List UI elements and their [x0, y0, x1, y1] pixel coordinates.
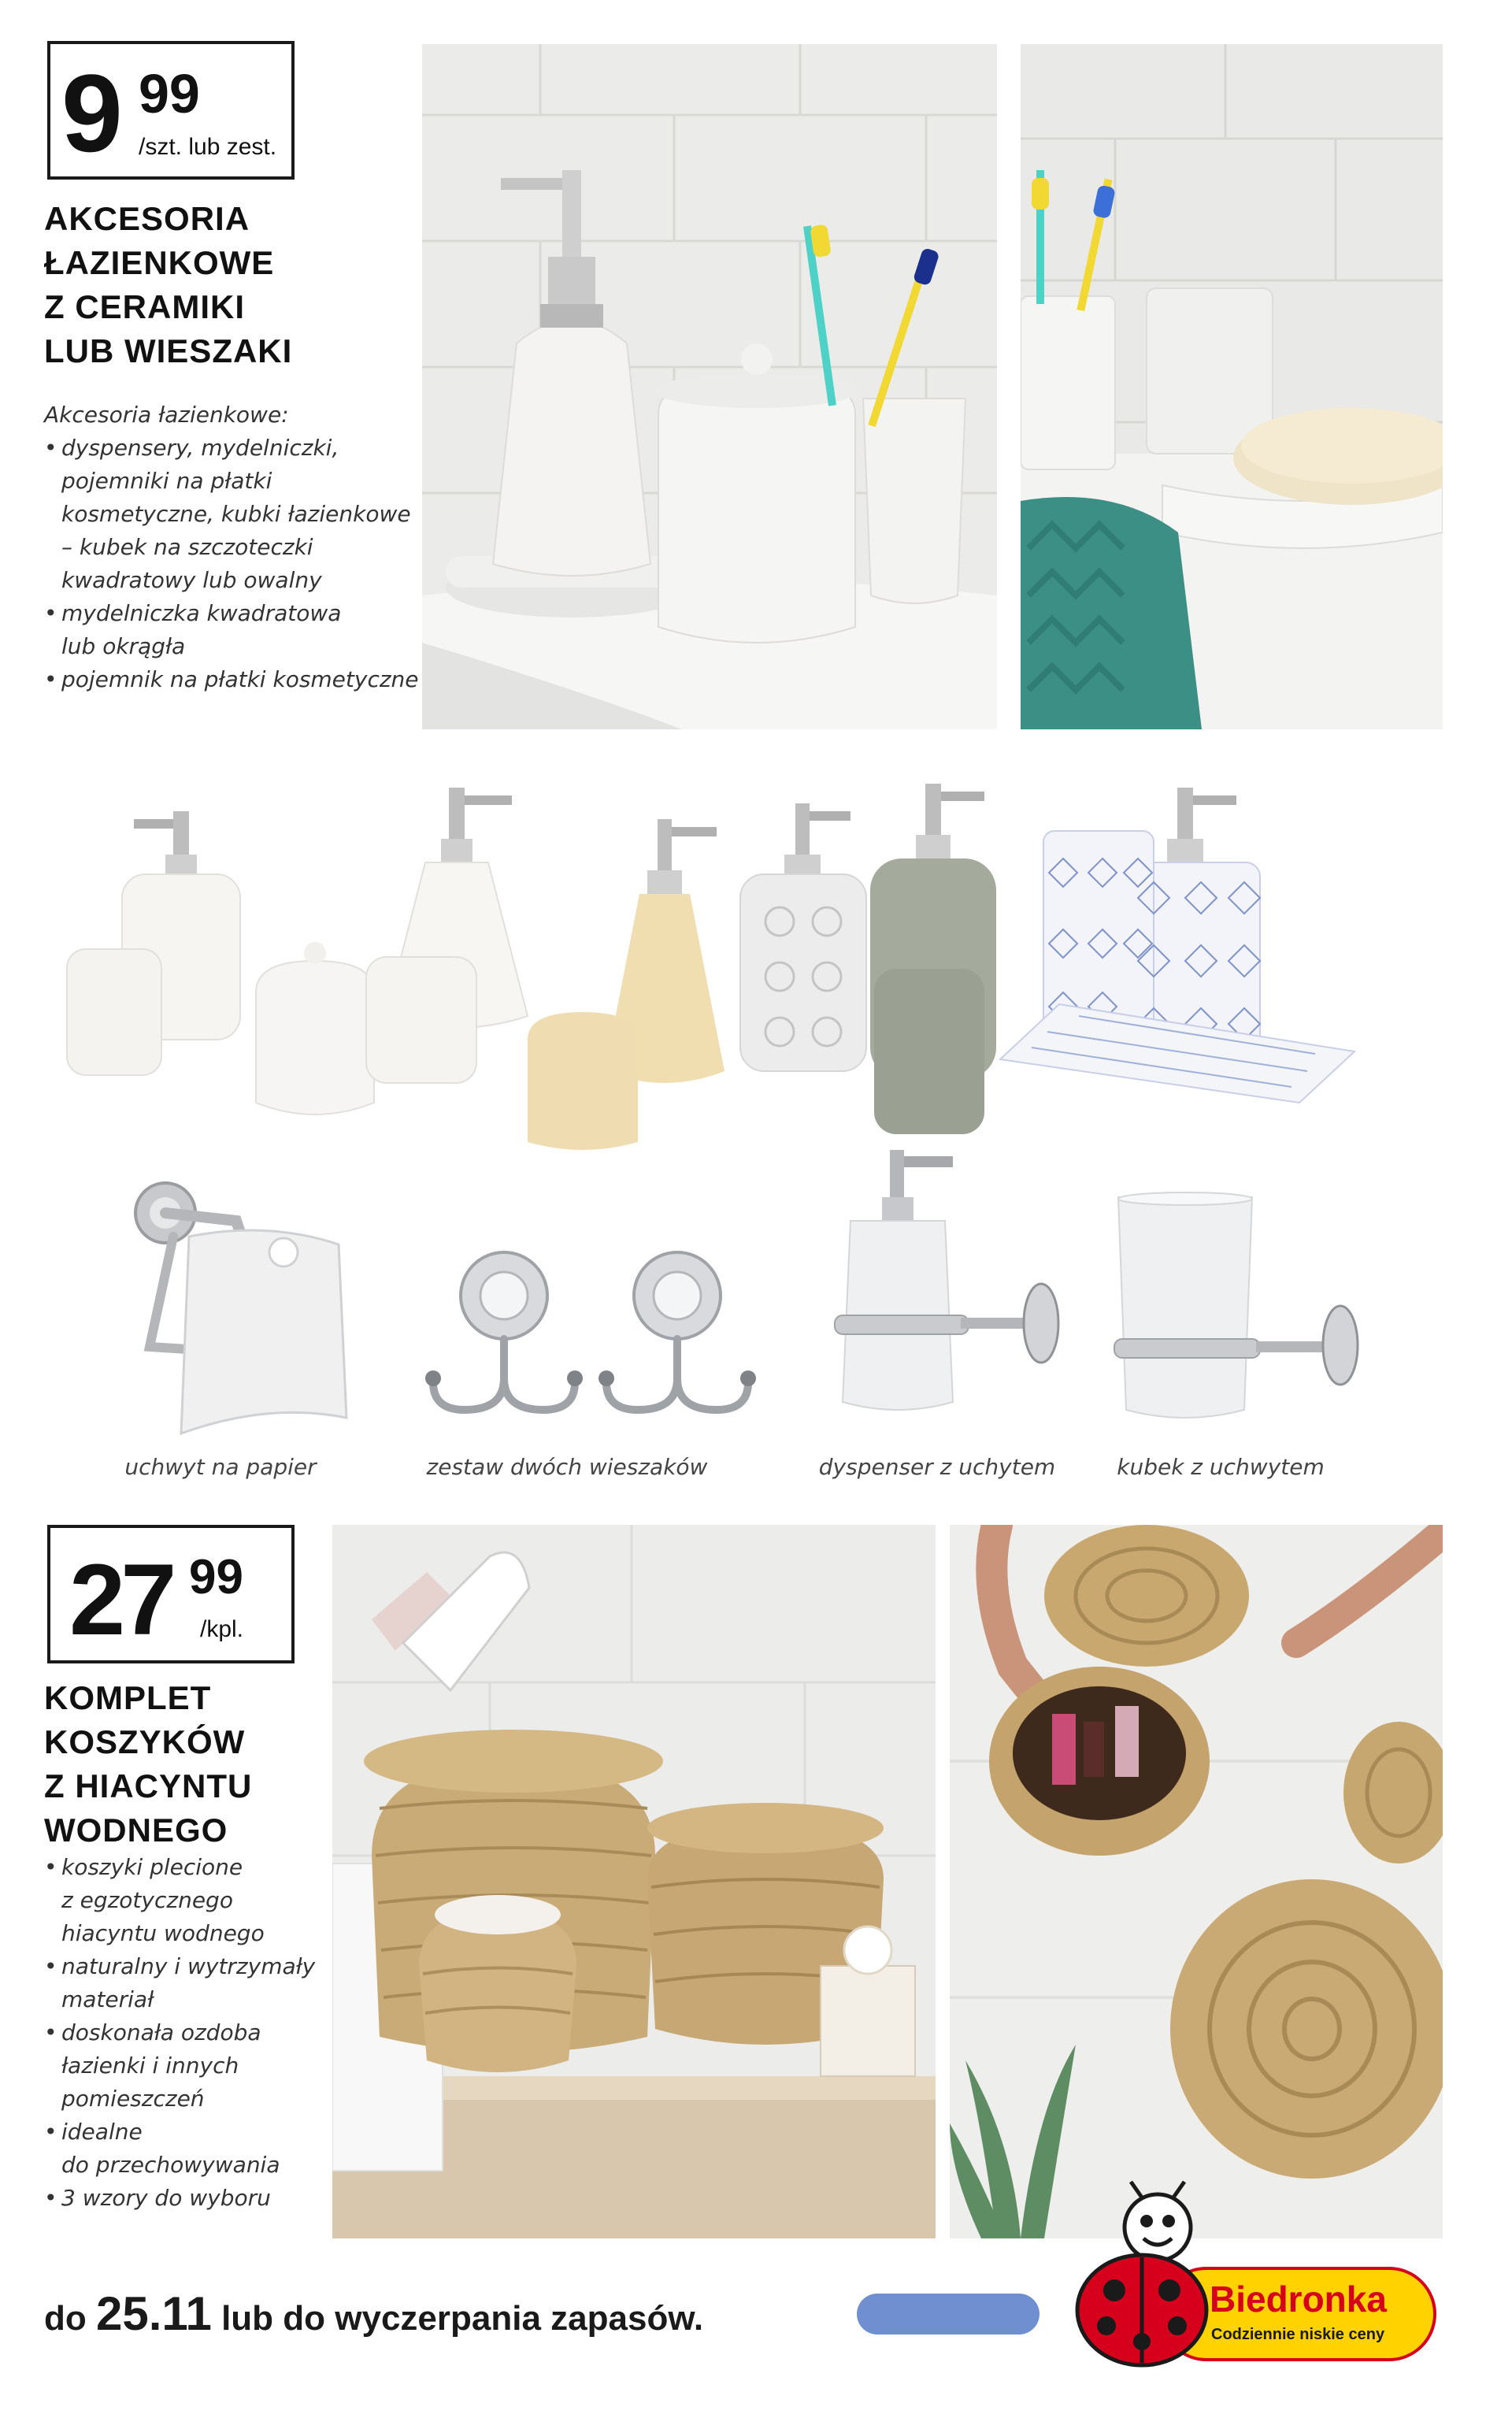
decorative-pill	[857, 2294, 1040, 2335]
offer-description-baskets	[44, 1851, 328, 2215]
logo-tagline: Codziennie niskie ceny	[1211, 2326, 1385, 2343]
validity-date: 25.11	[96, 2287, 212, 2340]
list-item: • naturalny i wytrzymały materiał	[44, 1950, 328, 2016]
price-integer: 27	[69, 1544, 172, 1656]
ceramic-accessories-lineup	[55, 756, 1441, 1181]
logo-name: Biedronka	[1210, 2279, 1387, 2320]
paper-holder-image	[126, 1166, 354, 1449]
caption-dispenser: dyspenser z uchytem	[818, 1454, 1056, 1480]
list-item: • mydelniczka kwadratowa lub okrągła	[44, 597, 430, 663]
caption-cup: kubek z uchwytem	[1117, 1454, 1325, 1480]
offer-title-accessories: AKCESORIA ŁAZIENKOWE Z CERAMIKI LUB WIESZAKI	[44, 200, 293, 369]
price-unit: /szt. lub zest.	[139, 134, 277, 160]
list-item: • 3 wzory do wyboru	[44, 2182, 328, 2215]
list-item: • koszyki plecione z egzotycznego hiacyntu wodnego	[44, 1851, 328, 1950]
price-box-baskets	[47, 1525, 295, 1663]
price-decimal: 99	[189, 1550, 243, 1604]
biedronka-logo	[1071, 2180, 1441, 2369]
offer-title-baskets: KOMPLET KOSZYKÓW Z HIACYNTU WODNEGO	[44, 1679, 253, 1849]
price-integer: 9	[61, 51, 118, 175]
caption-hooks: zestaw dwóch wieszaków	[426, 1454, 708, 1480]
list-item: • doskonała ozdoba łazienki i innych pomieszczeń	[44, 2016, 328, 2116]
description-label: Akcesoria łazienkowe:	[44, 402, 289, 428]
price-unit: /kpl.	[200, 1616, 244, 1642]
list-item: • idealne do przechowywania	[44, 2116, 328, 2182]
hooks-image	[410, 1244, 740, 1433]
photo-soap-dish	[1021, 44, 1443, 729]
ladybug-icon	[1071, 2180, 1221, 2369]
offer-description-accessories	[44, 399, 430, 696]
cup-holder-image	[1110, 1189, 1370, 1426]
validity-text: do 25.11 lub do wyczerpania zapasów.	[44, 2287, 704, 2340]
dispenser-holder-image	[835, 1134, 1071, 1418]
price-decimal: 99	[139, 63, 200, 124]
list-item: • pojemnik na płatki kosmetyczne	[44, 663, 430, 696]
photo-baskets-hands	[950, 1525, 1443, 2238]
price-box-accessories	[47, 41, 295, 180]
caption-paper-holder: uchwyt na papier	[124, 1454, 317, 1480]
list-item: • dyspensery, mydelniczki, pojemniki na płatki kosmetyczne, kubki łazienkowe – kubek na szczoteczki kwadratowy lub owalny	[44, 432, 430, 597]
photo-ceramic-set	[422, 44, 997, 729]
photo-baskets-shelf	[332, 1525, 936, 2238]
